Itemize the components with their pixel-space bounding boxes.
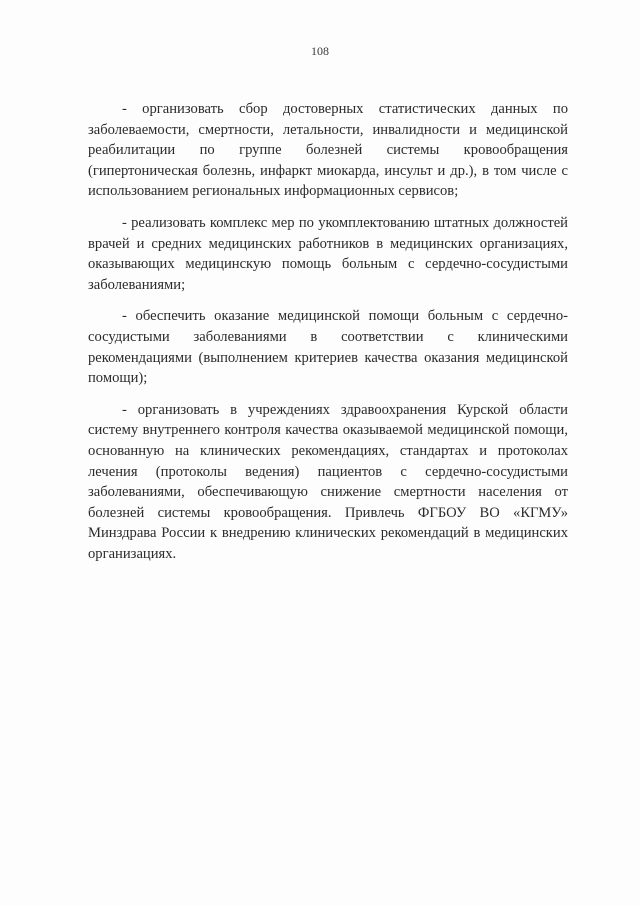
paragraph-quality-control: - организовать в учреждениях здравоохранения Курской области систему внутреннего контроля качества оказываемой медицинской помощи, основанную на клинических рекомендациях, стандартах и протоколах лечения (протоколы ведения) пациентов с сердечно-сосудистыми заболеваниями, обеспечивающую снижение смертности населения от болезней системы кровообращения. Привлечь ФГБОУ ВО «КГМУ» Минздрава России к внедрению клинических рекомендаций в медицинских организациях. — [88, 401, 568, 562]
paragraph-care-provision: - обеспечить оказание медицинской помощи больным с сердечно-сосудистыми заболеваниями в соответствии с клиническими рекомендациями (выполнением критериев качества оказания медицинской помощи); — [88, 308, 568, 387]
paragraph-statistics: - организовать сбор достоверных статистических данных по заболеваемости, смертности, летальности, инвалидности и медицинской реабилитации по группе болезней системы кровообращения (гипертоническая болезнь, инфаркт миокарда, инсульт и др.), в том числе с использованием региональных информационных сервисов; — [88, 101, 568, 200]
document-body — [88, 99, 568, 575]
paragraph-staffing: - реализовать комплекс мер по укомплектованию штатных должностей врачей и средних медицинских работников в медицинских организациях, оказывающих медицинскую помощь больным с сердечно-сосудистыми заболеваниями; — [88, 214, 568, 293]
page-number: 108 — [311, 44, 329, 58]
